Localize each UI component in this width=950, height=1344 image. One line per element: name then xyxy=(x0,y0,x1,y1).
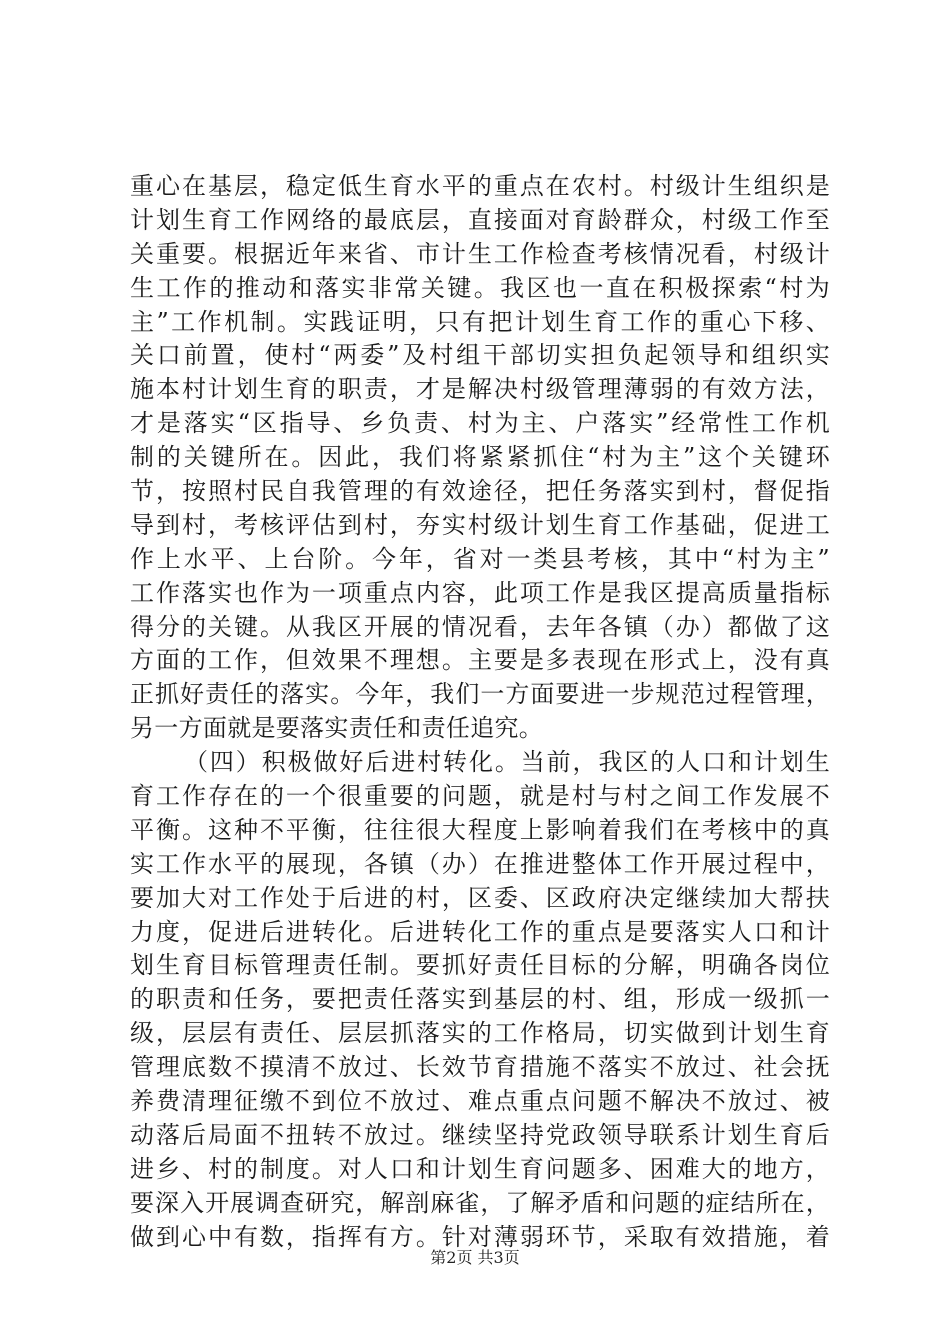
section-heading-line: （四）积极做好后进村转化。当前，我区的人口和计划生 xyxy=(184,748,830,777)
text-line: 养费清理征缴不到位不放过、难点重点问题不解决不放过、被 xyxy=(130,1087,830,1116)
text-line: 要深入开展调查研究，解剖麻雀，了解矛盾和问题的症结所在， xyxy=(130,1188,830,1217)
text-line: 育工作存在的一个很重要的问题，就是村与村之间工作发展不 xyxy=(130,782,830,811)
text-line: 实工作水平的展现，各镇（办）在推进整体工作开展过程中， xyxy=(130,849,830,878)
text-line: 制的关键所在。因此，我们将紧紧抓住“村为主”这个关键环 xyxy=(130,443,830,472)
text-line: 节，按照村民自我管理的有效途径，把任务落实到村，督促指 xyxy=(130,477,830,506)
text-line: 力度，促进后进转化。后进转化工作的重点是要落实人口和计 xyxy=(130,917,830,946)
text-line: 关口前置，使村“两委”及村组干部切实担负起领导和组织实 xyxy=(130,341,830,370)
text-line: 动落后局面不扭转不放过。继续坚持党政领导联系计划生育后 xyxy=(130,1120,830,1149)
page-number-footer: 第2页 共3页 xyxy=(430,1248,520,1267)
text-line: 主”工作机制。实践证明，只有把计划生育工作的重心下移、 xyxy=(130,307,830,336)
text-line: 方面的工作，但效果不理想。主要是多表现在形式上，没有真 xyxy=(130,646,830,675)
text-line: 要加大对工作处于后进的村，区委、区政府决定继续加大帮扶 xyxy=(130,883,830,912)
text-line: 另一方面就是要落实责任和责任追究。 xyxy=(130,714,544,743)
text-line: 的职责和任务，要把责任落实到基层的村、组，形成一级抓一 xyxy=(130,985,830,1014)
text-line: 正抓好责任的落实。今年，我们一方面要进一步规范过程管理， xyxy=(130,680,830,709)
text-line: 级，层层有责任、层层抓落实的工作格局，切实做到计划生育 xyxy=(130,1019,830,1048)
text-line: 才是落实“区指导、乡负责、村为主、户落实”经常性工作机 xyxy=(130,409,830,438)
text-line: 得分的关键。从我区开展的情况看，去年各镇（办）都做了这 xyxy=(130,612,830,641)
text-line: 进乡、村的制度。对人口和计划生育问题多、困难大的地方， xyxy=(130,1154,830,1183)
text-line: 工作落实也作为一项重点内容，此项工作是我区提高质量指标 xyxy=(130,578,830,607)
text-line: 做到心中有数，指挥有方。针对薄弱环节，采取有效措施，着 xyxy=(130,1222,830,1251)
text-line: 导到村，考核评估到村，夯实村级计划生育工作基础，促进工 xyxy=(130,510,830,539)
text-line: 划生育目标管理责任制。要抓好责任目标的分解，明确各岗位 xyxy=(130,951,830,980)
body-text xyxy=(130,170,830,1255)
text-line: 生工作的推动和落实非常关键。我区也一直在积极探索“村为 xyxy=(130,273,830,302)
text-line: 重心在基层，稳定低生育水平的重点在农村。村级计生组织是 xyxy=(130,172,830,200)
text-line: 关重要。根据近年来省、市计生工作检查考核情况看，村级计 xyxy=(130,239,830,268)
text-line: 作上水平、上台阶。今年，省对一类县考核，其中“村为主” xyxy=(130,544,830,573)
text-line: 施本村计划生育的职责，才是解决村级管理薄弱的有效方法， xyxy=(130,375,830,404)
text-line: 计划生育工作网络的最底层，直接面对育龄群众，村级工作至 xyxy=(130,205,830,234)
text-line: 管理底数不摸清不放过、长效节育措施不落实不放过、社会抚 xyxy=(130,1053,830,1082)
text-line: 平衡。这种不平衡，往往很大程度上影响着我们在考核中的真 xyxy=(130,815,830,844)
